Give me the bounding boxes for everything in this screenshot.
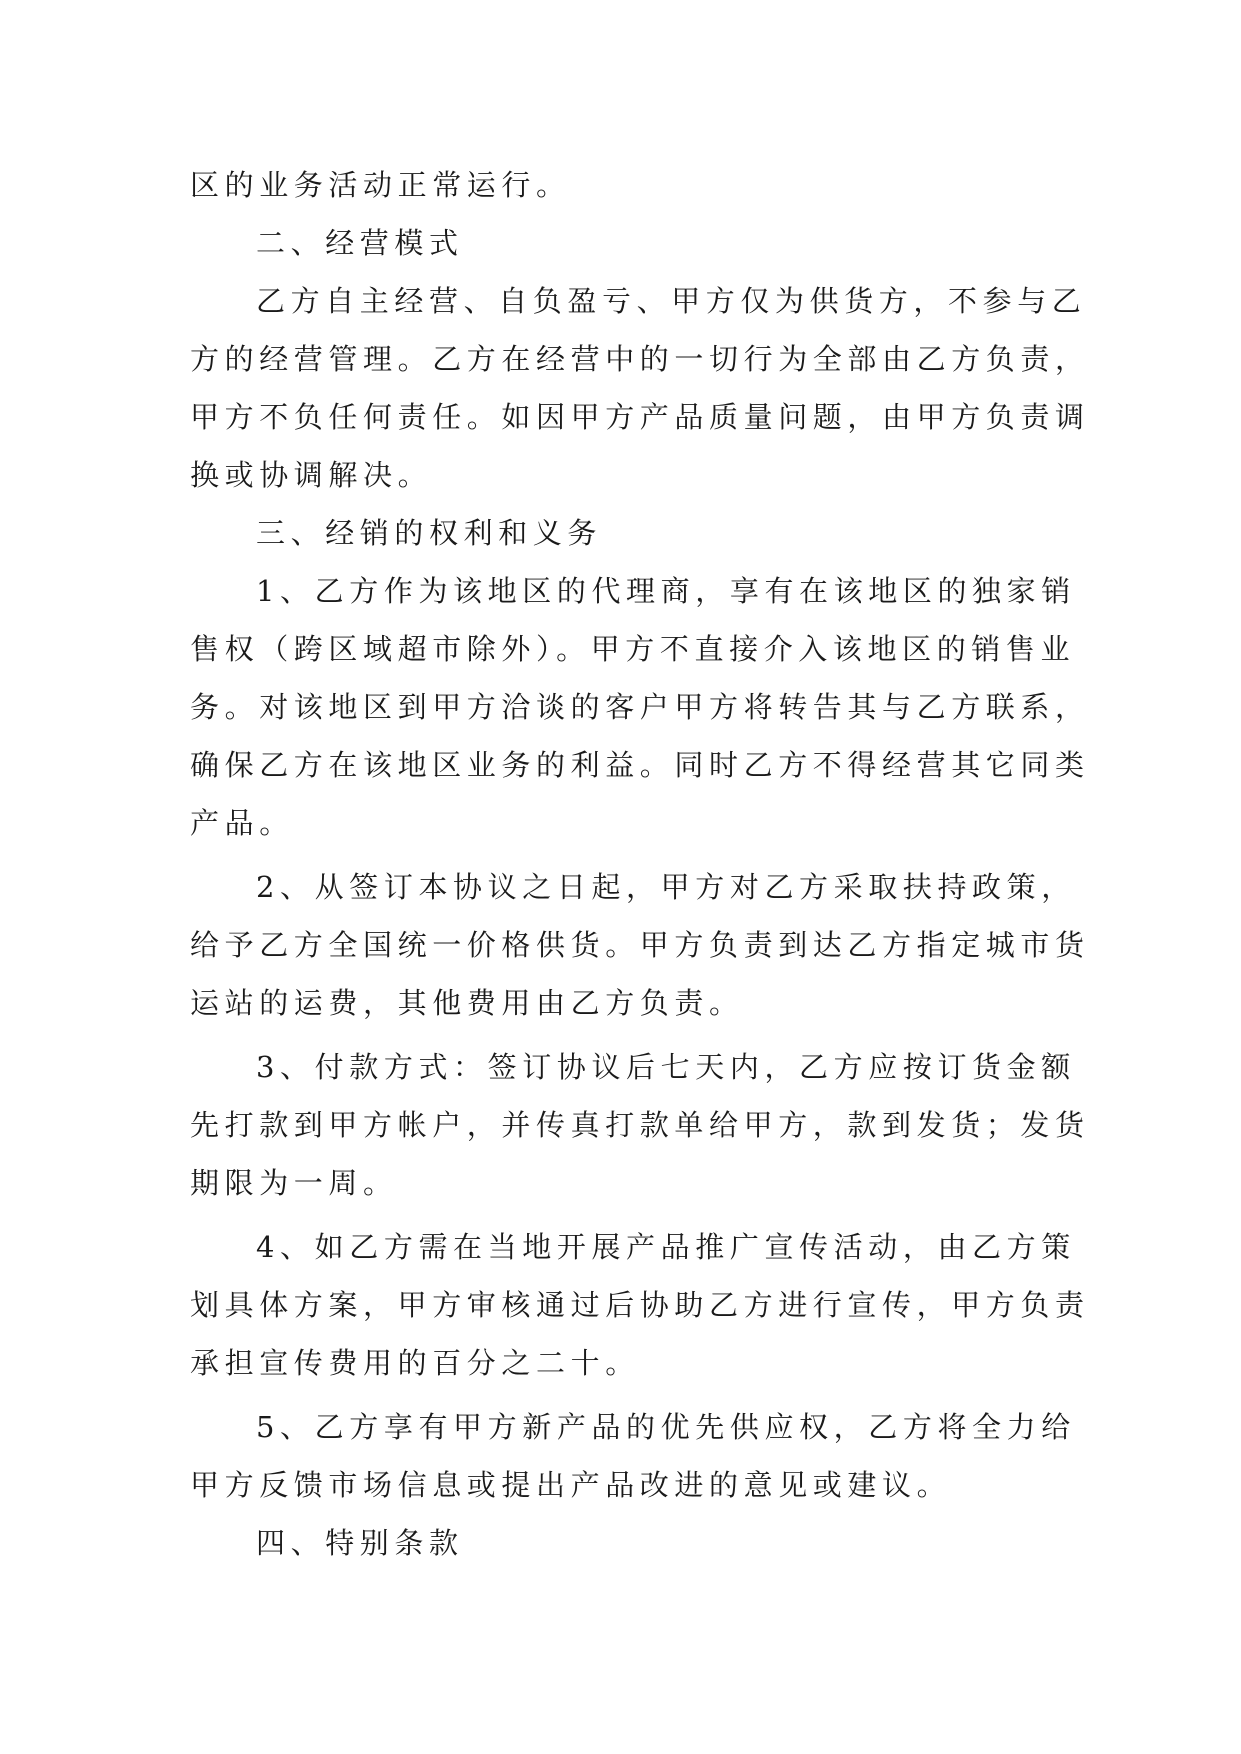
section-heading: 四、特别条款 [256,1526,464,1560]
text-line: 给予乙方全国统一价格供货。甲方负责到达乙方指定城市货 [190,928,1090,962]
text-line: 换或协调解决。 [190,458,433,492]
text-line: 区的业务活动正常运行。 [190,168,571,202]
text-line: 务。对该地区到甲方洽谈的客户甲方将转告其与乙方联系， [190,690,1090,724]
text-line: 售权（跨区域超市除外）。甲方不直接介入该地区的销售业 [190,632,1076,666]
text-line: 先打款到甲方帐户，并传真打款单给甲方，款到发货；发货 [190,1108,1090,1142]
text-line: 4、如乙方需在当地开展产品推广宣传活动，由乙方策 [256,1230,1076,1264]
text-line: 甲方不负任何责任。如因甲方产品质量问题，由甲方负责调 [190,400,1090,434]
text-line: 期限为一周。 [190,1166,398,1200]
text-line: 1、乙方作为该地区的代理商，享有在该地区的独家销 [256,574,1076,608]
text-line: 方的经营管理。乙方在经营中的一切行为全部由乙方负责， [190,342,1090,376]
text-line: 甲方反馈市场信息或提出产品改进的意见或建议。 [190,1468,952,1502]
text-line: 5、乙方享有甲方新产品的优先供应权，乙方将全力给 [256,1410,1076,1444]
text-line: 承担宣传费用的百分之二十。 [190,1346,640,1380]
section-heading: 二、经营模式 [256,226,464,260]
text-line: 2、从签订本协议之日起，甲方对乙方采取扶持政策， [256,870,1076,904]
section-heading: 三、经销的权利和义务 [256,516,603,550]
text-line: 3、付款方式：签订协议后七天内，乙方应按订货金额 [256,1050,1076,1084]
text-line: 乙方自主经营、自负盈亏、甲方仅为供货方，不参与乙 [256,284,1087,318]
text-line: 划具体方案，甲方审核通过后协助乙方进行宣传，甲方负责 [190,1288,1090,1322]
text-line: 运站的运费，其他费用由乙方负责。 [190,986,744,1020]
text-line: 产品。 [190,806,294,840]
text-line: 确保乙方在该地区业务的利益。同时乙方不得经营其它同类 [190,748,1090,782]
